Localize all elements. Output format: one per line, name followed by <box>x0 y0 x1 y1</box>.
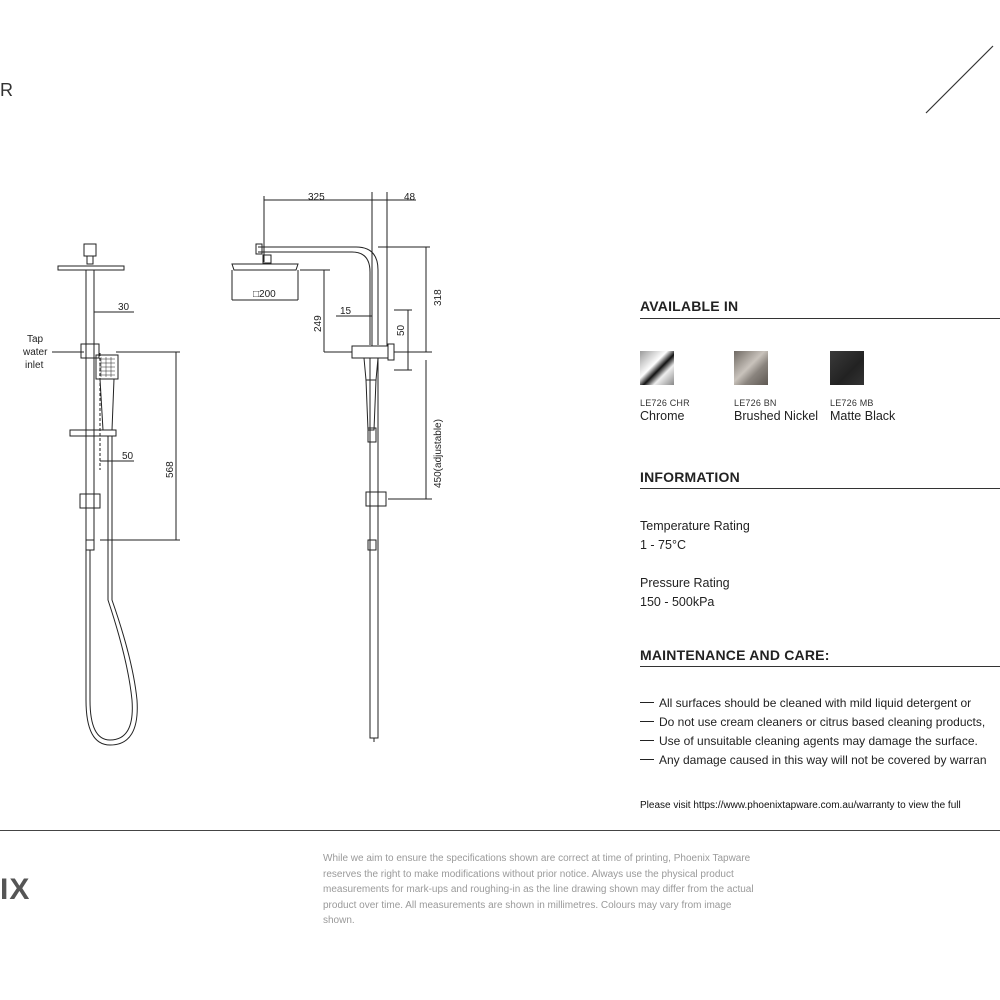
temperature-rating-label: Temperature Rating <box>640 519 750 533</box>
dim-48: 48 <box>404 192 416 203</box>
shower-head-connector <box>84 244 96 256</box>
maintenance-bullet: All surfaces should be cleaned with mild liquid detergent or <box>640 696 971 710</box>
finish-name-matte-black: Matte Black <box>830 409 896 423</box>
maintenance-bullet: Any damage caused in this way will not be covered by warran <box>640 753 987 767</box>
tap-label-line3: inlet <box>25 360 44 371</box>
hand-shower-handle-front <box>100 379 114 430</box>
footer-disclaimer: While we aim to ensure the specifications shown are correct at time of printing, Phoenix Tapware reserves the right to make modifications without prior notice. Always use the physical product measurements for mark-ups and roughing-in as the line drawing shown may differ from the actual product over time. All measurements are shown in millimetres. Colours may vary from image shown. <box>323 853 754 926</box>
information-title: INFORMATION <box>640 469 740 485</box>
pressure-rating-label: Pressure Rating <box>640 576 730 590</box>
swatch-brushed-nickel <box>734 351 768 385</box>
dash-icon <box>640 721 654 722</box>
available-in-divider <box>640 318 1000 319</box>
tap-label-line1: Tap <box>27 334 44 345</box>
decorative-diagonal-line <box>920 40 1000 120</box>
dim-15: 15 <box>340 306 352 317</box>
dim-318: 318 <box>433 289 444 306</box>
finish-name-chrome: Chrome <box>640 409 685 423</box>
rail-front <box>86 270 94 540</box>
rail-side <box>370 358 378 738</box>
overhead-shower-head-front <box>58 266 124 270</box>
dim-325: 325 <box>308 192 325 203</box>
technical-drawing <box>0 0 620 800</box>
slide-bracket <box>80 494 100 508</box>
warranty-note: Please visit https://www.phoenixtapware.com.au/warranty to view the full <box>640 800 961 811</box>
wall-bracket-side <box>352 346 388 358</box>
footer-divider <box>0 830 1000 831</box>
hand-shower-side <box>364 358 378 380</box>
dim-50-right: 50 <box>396 324 407 336</box>
swatch-chrome <box>640 351 674 385</box>
information-divider <box>640 488 1000 489</box>
temperature-rating-value: 1 - 75°C <box>640 538 686 552</box>
swatch-matte-black <box>830 351 864 385</box>
dim-249: 249 <box>313 315 324 332</box>
tap-label-line2: water <box>23 347 48 358</box>
finish-code-brushed-nickel: LE726 BN <box>734 398 777 408</box>
maintenance-bullet: Use of unsuitable cleaning agents may damage the surface. <box>640 734 978 748</box>
pressure-rating-value: 150 - 500kPa <box>640 595 715 609</box>
dash-icon <box>640 759 654 760</box>
dim-50-left: 50 <box>122 451 134 462</box>
maintenance-title: MAINTENANCE AND CARE: <box>640 647 830 663</box>
dim-568: 568 <box>165 461 176 478</box>
dim-30: 30 <box>118 302 130 313</box>
maintenance-bullet: Do not use cream cleaners or citrus based cleaning products, <box>640 715 985 729</box>
dim-200: □200 <box>253 289 276 300</box>
brand-logo-fragment: IX <box>0 873 31 906</box>
finish-code-matte-black: LE726 MB <box>830 398 874 408</box>
hose-front <box>90 436 132 740</box>
dash-icon <box>640 702 654 703</box>
hand-shower-holder <box>70 430 116 436</box>
dim-450-adjustable: 450(adjustable) <box>433 419 444 488</box>
overhead-shower-head-side <box>232 264 298 270</box>
slide-bracket-side <box>366 492 386 506</box>
finish-name-brushed-nickel: Brushed Nickel <box>734 409 819 423</box>
finish-code-chrome: LE726 CHR <box>640 398 690 408</box>
dash-icon <box>640 740 654 741</box>
available-in-title: AVAILABLE IN <box>640 298 739 314</box>
header-title-fragment: R <box>0 80 13 100</box>
maintenance-divider <box>640 666 1000 667</box>
